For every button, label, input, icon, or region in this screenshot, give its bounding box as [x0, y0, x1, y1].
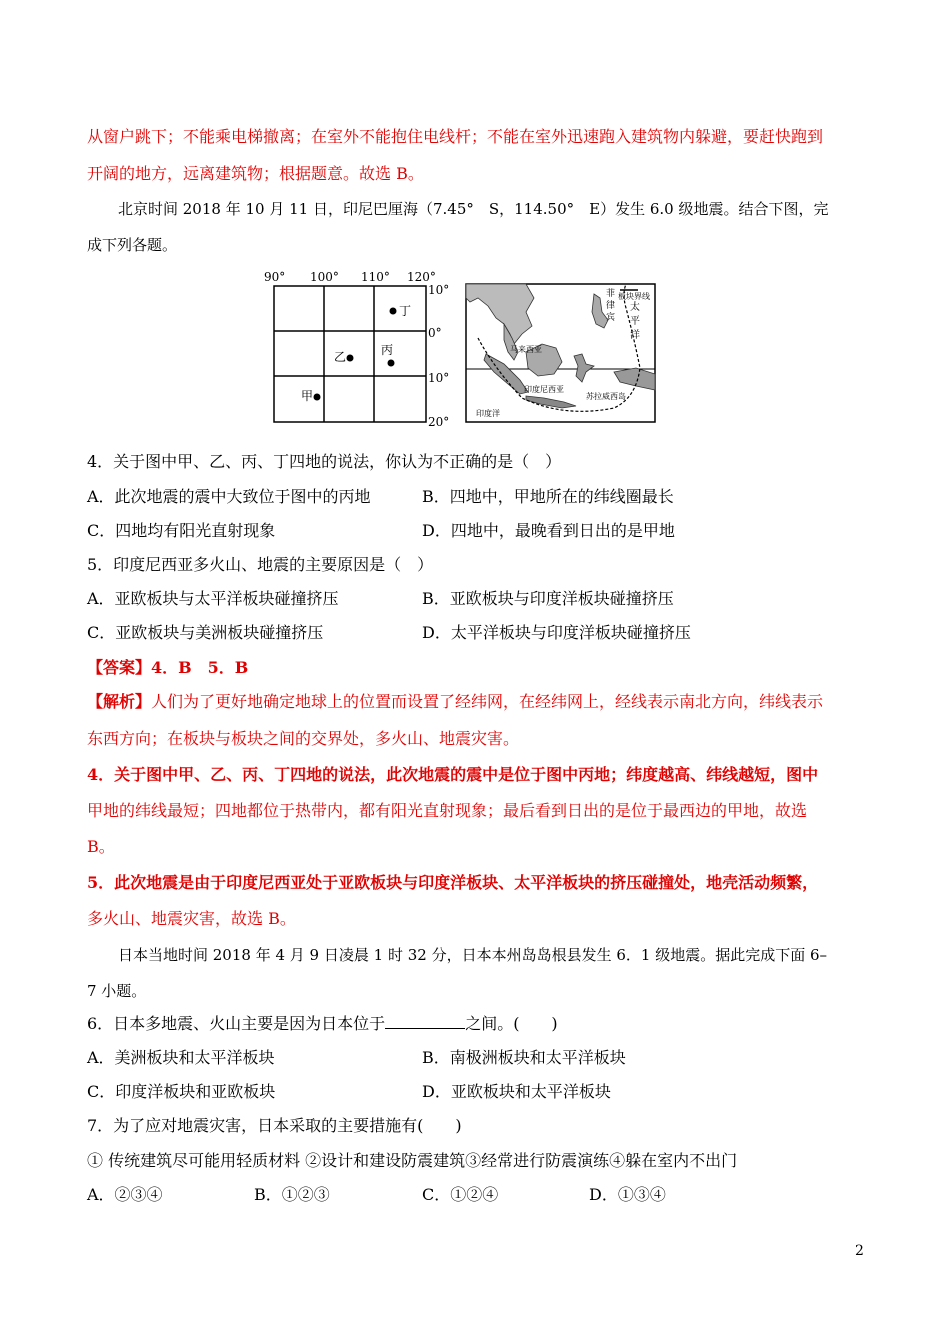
q4-option-a[interactable]: A．此次地震的震中大致位于图中的丙地: [87, 487, 371, 506]
q6-stem-post: 之间。( ): [465, 1014, 558, 1033]
page-number: 2: [855, 1243, 864, 1259]
lon-label: 100°: [310, 270, 339, 284]
q5-options-row1: [87, 588, 674, 610]
lat-label: 10°: [428, 283, 450, 297]
passage1-line2: 成下列各题。: [87, 236, 178, 254]
q4-option-b[interactable]: B．四地中，甲地所在的纬线圈最长: [422, 487, 674, 506]
map-label-malaysia: 马来西亚: [510, 345, 542, 354]
point-jia-label: 甲: [301, 389, 314, 403]
q7-stem: 7．为了应对地震灾害，日本采取的主要措施有( ): [87, 1116, 462, 1135]
q7-option-c[interactable]: C．①②④: [422, 1185, 499, 1204]
map-label-pacific: 平: [630, 316, 640, 327]
point-ding-marker: [390, 308, 397, 315]
analysis-tag: 【解析】: [87, 692, 152, 711]
q7-option-d[interactable]: D．①③④: [589, 1185, 666, 1204]
q5-option-c[interactable]: C．亚欧板块与美洲板块碰撞挤压: [87, 623, 324, 642]
q4-stem: 4．关于图中甲、乙、丙、丁四地的说法，你认为不正确的是（ ）: [87, 452, 562, 471]
analysis-line1: [87, 691, 823, 713]
map-label-philippines: 菲: [606, 289, 616, 299]
q7-items: ① 传统建筑尽可能用轻质材料 ②设计和建设防震建筑③经常进行防震演练④躲在室内不出门: [87, 1151, 738, 1170]
q7-option-a[interactable]: A．②③④: [87, 1185, 163, 1204]
passage2-line1: 日本当地时间 2018 年 4 月 9 日凌晨 1 时 32 分，日本本州岛岛根县发生 6．1 级地震。据此完成下面 6–: [118, 946, 828, 964]
q5-options-row2: [87, 622, 691, 644]
analysis-p5-line1: 5．此次地震是由于印度尼西亚处于亚欧板块与印度洋板块、太平洋板块的挤压碰撞处，地壳活动频繁，: [87, 873, 819, 892]
lat-label: 20°: [428, 415, 450, 428]
map-label-pacific: 洋: [630, 330, 640, 341]
q6-stem: [87, 1013, 558, 1035]
passage2-line2: 7 小题。: [87, 982, 147, 1000]
point-yi-label: 乙: [334, 350, 347, 364]
lon-label: 120°: [407, 270, 436, 284]
analysis-p4-line2: 甲地的纬线最短；四地都位于热带内，都有阳光直射现象；最后看到日出的是位于最西边的甲地，故选: [87, 801, 808, 820]
lat-label: 10°: [428, 371, 450, 385]
q6-option-c[interactable]: C．印度洋板块和亚欧板块: [87, 1082, 276, 1101]
analysis-p4-line1: 4．关于图中甲、乙、丙、丁四地的说法，此次地震的震中是位于图中丙地；纬度越高、纬线越短，图中: [87, 765, 819, 784]
q6-option-d[interactable]: D．亚欧板块和太平洋板块: [422, 1082, 611, 1101]
point-bing-marker: [388, 360, 395, 367]
intro-answer-line1: 从窗户跳下；不能乘电梯撤离；在室外不能抱住电线杆；不能在室外迅速跑入建筑物内躲避，要赶快跑到: [87, 127, 824, 146]
q4-options-row1: [87, 486, 674, 508]
analysis-p4-line3: B。: [87, 837, 115, 856]
map-label-sulawesi: 苏拉威西岛: [586, 392, 626, 401]
q7-option-b[interactable]: B．①②③: [254, 1185, 330, 1204]
q6-option-b[interactable]: B．南极洲板块和太平洋板块: [422, 1048, 626, 1067]
q5-option-a[interactable]: A．亚欧板块与太平洋板块碰撞挤压: [87, 589, 339, 608]
point-bing-label: 丙: [381, 343, 394, 357]
map-legend-text: 板块界线: [618, 292, 650, 301]
analysis-text: 人们为了更好地确定地球上的位置而设置了经纬网，在经纬网上，经线表示南北方向，纬线表示: [151, 692, 824, 711]
q4-options-row2: [87, 520, 675, 542]
map-label-philippines: 律: [606, 301, 616, 311]
q6-stem-pre: 6．日本多地震、火山主要是因为日本位于: [87, 1014, 386, 1033]
lat-label: 0°: [428, 326, 442, 340]
q5-option-d[interactable]: D．太平洋板块与印度洋板块碰撞挤压: [422, 623, 691, 642]
point-jia-marker: [314, 394, 321, 401]
answer-tag: 【答案】: [87, 658, 152, 677]
q6-options-row1: [87, 1047, 626, 1069]
answer-text: 4．B 5．B: [151, 658, 249, 677]
intro-answer-line2: 开阔的地方，远离建筑物；根据题意。故选 B。: [87, 164, 424, 183]
point-ding-label: 丁: [399, 304, 412, 318]
analysis-p5-line2: 多火山、地震灾害，故选 B。: [87, 909, 296, 928]
figure-map: [264, 268, 664, 428]
q5-option-b[interactable]: B．亚欧板块与印度洋板块碰撞挤压: [422, 589, 674, 608]
answer-line: [87, 657, 248, 679]
map-label-indian-ocean: 印度洋: [476, 409, 500, 418]
q5-stem: 5．印度尼西亚多火山、地震的主要原因是（ ）: [87, 555, 434, 574]
analysis-line2: 东西方向；在板块与板块之间的交界处，多火山、地震灾害。: [87, 729, 520, 748]
q4-option-d[interactable]: D．四地中，最晚看到日出的是甲地: [422, 521, 675, 540]
map-label-indonesia: 印度尼西亚: [524, 385, 564, 394]
q6-option-a[interactable]: A．美洲板块和太平洋板块: [87, 1048, 275, 1067]
passage1-line1: 北京时间 2018 年 10 月 11 日，印尼巴厘海（7.45° S，114.50° E）发生 6.0 级地震。结合下图，完: [118, 200, 829, 218]
q6-blank[interactable]: [385, 1014, 465, 1029]
q6-options-row2: [87, 1081, 611, 1103]
map-label-philippines: 宾: [606, 313, 616, 323]
lon-label: 110°: [361, 270, 390, 284]
southeast-asia-map: [466, 284, 655, 422]
point-yi-marker: [347, 355, 354, 362]
map-label-pacific: 太: [630, 302, 640, 313]
lon-label: 90°: [264, 270, 286, 284]
q4-option-c[interactable]: C．四地均有阳光直射现象: [87, 521, 276, 540]
